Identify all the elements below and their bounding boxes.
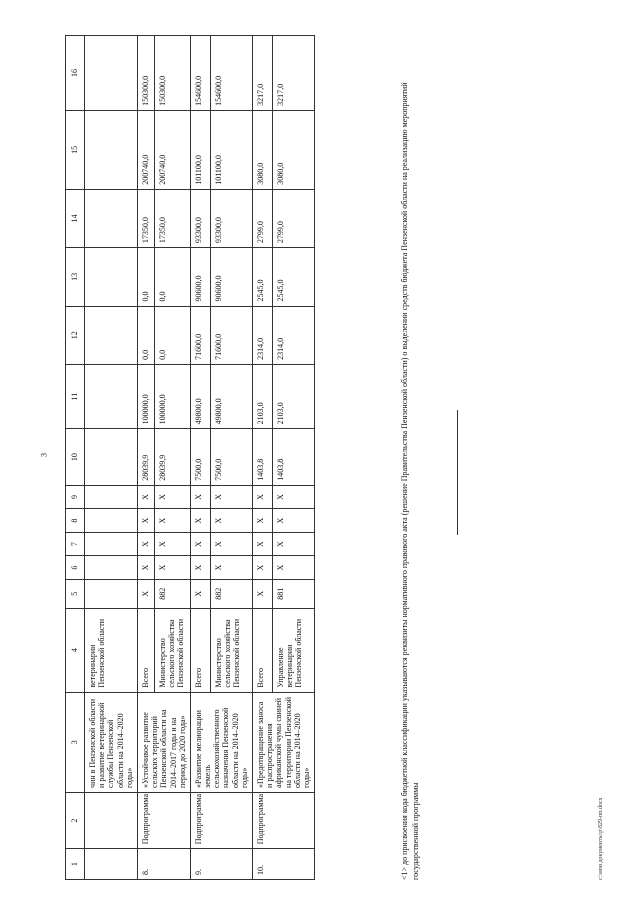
value-cell: Х bbox=[154, 532, 190, 556]
value-cell: 3080,0 bbox=[253, 110, 273, 189]
value-cell bbox=[85, 509, 138, 533]
value-cell: 17350,0 bbox=[154, 189, 190, 247]
value-cell bbox=[85, 248, 138, 306]
value-cell: 2103,0 bbox=[272, 364, 314, 429]
program-name-cell: чин в Пензенской области и развитие ветеринарной службы Пензенской области на 2014–2020 годы» bbox=[85, 692, 138, 792]
header-cell: 10 bbox=[66, 429, 85, 485]
value-cell bbox=[85, 485, 138, 509]
header-cell: 12 bbox=[66, 306, 85, 364]
header-cell: 15 bbox=[66, 110, 85, 189]
header-cell: 3 bbox=[66, 692, 85, 792]
row-type-cell bbox=[85, 792, 138, 848]
value-cell: Х bbox=[190, 509, 210, 533]
value-cell bbox=[85, 364, 138, 429]
value-cell: Х bbox=[253, 556, 273, 580]
value-cell: 154600,0 bbox=[190, 36, 210, 111]
value-cell: 90600,0 bbox=[210, 248, 252, 306]
executor-cell: Министерство сельского хозяйства Пензенской области bbox=[210, 608, 252, 692]
program-name-cell: «Развитие мелиорации земель сельскохозяйственного назначения Пензенской области на 2014–2020 годы» bbox=[190, 692, 252, 792]
value-cell: 49800,0 bbox=[190, 364, 210, 429]
header-cell: 1 bbox=[66, 849, 85, 880]
value-cell bbox=[85, 189, 138, 247]
value-cell bbox=[85, 429, 138, 485]
value-cell: Х bbox=[253, 485, 273, 509]
value-cell: Х bbox=[190, 532, 210, 556]
executor-cell: Управление ветеринарии Пензенской области bbox=[272, 608, 314, 692]
value-cell: Х bbox=[154, 485, 190, 509]
row-number-cell bbox=[85, 849, 138, 880]
value-cell: Х bbox=[210, 532, 252, 556]
value-cell: 150300,0 bbox=[154, 36, 190, 111]
value-cell: 100000,0 bbox=[154, 364, 190, 429]
value-cell: 28039,9 bbox=[137, 429, 154, 485]
value-cell: 71600,0 bbox=[190, 306, 210, 364]
value-cell: 882 bbox=[210, 579, 252, 608]
row-number-cell: 8. bbox=[137, 849, 190, 880]
header-cell: 8 bbox=[66, 509, 85, 533]
value-cell: Х bbox=[272, 485, 314, 509]
row-type-cell: Подпрограмма bbox=[137, 792, 190, 848]
value-cell: 200740,0 bbox=[154, 110, 190, 189]
header-cell: 2 bbox=[66, 792, 85, 848]
row-number-cell: 9. bbox=[190, 849, 252, 880]
value-cell bbox=[85, 532, 138, 556]
value-cell: Х bbox=[154, 556, 190, 580]
table-row bbox=[190, 36, 210, 880]
value-cell: 2545,0 bbox=[253, 248, 273, 306]
value-cell: 93300,0 bbox=[190, 189, 210, 247]
table-row bbox=[137, 36, 154, 880]
value-cell: 0,0 bbox=[154, 306, 190, 364]
row-type-cell: Подпрограмма bbox=[190, 792, 252, 848]
value-cell: 2103,0 bbox=[253, 364, 273, 429]
value-cell bbox=[85, 306, 138, 364]
value-cell: 101100,0 bbox=[210, 110, 252, 189]
value-cell: 150300,0 bbox=[137, 36, 154, 111]
value-cell: 90600,0 bbox=[190, 248, 210, 306]
value-cell: Х bbox=[272, 509, 314, 533]
header-cell: 14 bbox=[66, 189, 85, 247]
value-cell: 28039,9 bbox=[154, 429, 190, 485]
value-cell: Х bbox=[154, 509, 190, 533]
value-cell: 1403,8 bbox=[253, 429, 273, 485]
header-cell: 4 bbox=[66, 608, 85, 692]
value-cell: Х bbox=[137, 509, 154, 533]
executor-cell: Всего bbox=[137, 608, 154, 692]
file-path: c:\мои документы\р\829-пп.docx bbox=[598, 797, 604, 880]
value-cell: 7500,0 bbox=[190, 429, 210, 485]
value-cell bbox=[85, 36, 138, 111]
value-cell: 2314,0 bbox=[253, 306, 273, 364]
table-row bbox=[253, 36, 273, 880]
table-header-row bbox=[66, 36, 85, 880]
value-cell: 3217,0 bbox=[253, 36, 273, 111]
value-cell: Х bbox=[210, 509, 252, 533]
value-cell: Х bbox=[272, 532, 314, 556]
header-cell: 7 bbox=[66, 532, 85, 556]
value-cell: 200740,0 bbox=[137, 110, 154, 189]
program-name-cell: «Предотвращение заноса и распространения африканской чумы свиней на территории Пензенской области на 2014–2020 годы» bbox=[253, 692, 315, 792]
value-cell: Х bbox=[253, 509, 273, 533]
table-row bbox=[85, 36, 138, 880]
value-cell: 71600,0 bbox=[210, 306, 252, 364]
value-cell: 0,0 bbox=[154, 248, 190, 306]
value-cell: Х bbox=[137, 556, 154, 580]
value-cell: Х bbox=[190, 579, 210, 608]
value-cell: Х bbox=[190, 485, 210, 509]
value-cell: 3080,0 bbox=[272, 110, 314, 189]
value-cell: 154600,0 bbox=[210, 36, 252, 111]
value-cell: Х bbox=[253, 532, 273, 556]
value-cell: Х bbox=[137, 532, 154, 556]
header-cell: 11 bbox=[66, 364, 85, 429]
value-cell: 0,0 bbox=[137, 306, 154, 364]
program-name-cell: «Устойчивое развитие сельских территорий Пензенской области на 2014–2017 годы и на период до 2020 года» bbox=[137, 692, 190, 792]
value-cell: Х bbox=[190, 556, 210, 580]
value-cell: 100000,0 bbox=[137, 364, 154, 429]
row-type-cell: Подпрограмма bbox=[253, 792, 315, 848]
value-cell: 2799,0 bbox=[272, 189, 314, 247]
value-cell: Х bbox=[210, 556, 252, 580]
header-cell: 13 bbox=[66, 248, 85, 306]
value-cell bbox=[85, 556, 138, 580]
value-cell: 882 bbox=[154, 579, 190, 608]
value-cell: 0,0 bbox=[137, 248, 154, 306]
value-cell: 2799,0 bbox=[253, 189, 273, 247]
footnote: <1> до присвоения кода бюджетной классификации указываются реквизиты нормативного правового акта (решение Правительства Пензенской области) о выделении средств бюджета Пензенской области на реализацию мероприятий государственной программы bbox=[400, 82, 420, 880]
executor-cell: ветеринарии Пензенской области bbox=[85, 608, 138, 692]
value-cell: 101100,0 bbox=[190, 110, 210, 189]
header-cell: 5 bbox=[66, 579, 85, 608]
value-cell: 3217,0 bbox=[272, 36, 314, 111]
program-finance-table bbox=[65, 35, 315, 880]
value-cell: Х bbox=[137, 579, 154, 608]
row-number-cell: 10. bbox=[253, 849, 315, 880]
page-number: 3 bbox=[39, 453, 49, 457]
header-cell: 16 bbox=[66, 36, 85, 111]
value-cell: Х bbox=[272, 556, 314, 580]
executor-cell: Всего bbox=[190, 608, 210, 692]
value-cell: Х bbox=[210, 485, 252, 509]
executor-cell: Министерство сельского хозяйства Пензенской области bbox=[154, 608, 190, 692]
header-cell: 6 bbox=[66, 556, 85, 580]
value-cell: 7500,0 bbox=[210, 429, 252, 485]
value-cell: 93300,0 bbox=[210, 189, 252, 247]
value-cell: 49800,0 bbox=[210, 364, 252, 429]
value-cell: Х bbox=[253, 579, 273, 608]
value-cell bbox=[85, 110, 138, 189]
footnote-separator bbox=[457, 410, 458, 535]
value-cell: 17350,0 bbox=[137, 189, 154, 247]
value-cell: 881 bbox=[272, 579, 314, 608]
value-cell bbox=[85, 579, 138, 608]
value-cell: 2545,0 bbox=[272, 248, 314, 306]
value-cell: 2314,0 bbox=[272, 306, 314, 364]
value-cell: Х bbox=[137, 485, 154, 509]
executor-cell: Всего bbox=[253, 608, 273, 692]
header-cell: 9 bbox=[66, 485, 85, 509]
value-cell: 1403,8 bbox=[272, 429, 314, 485]
